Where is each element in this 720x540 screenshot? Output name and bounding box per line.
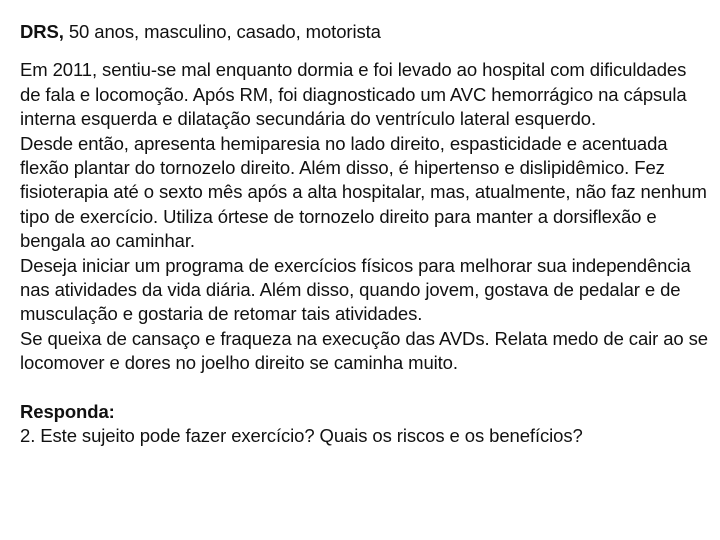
paragraph-complaints: Se queixa de cansaço e fraqueza na execução das AVDs. Relata medo de cair ao se locomover e dores no joelho direito se caminha muito.: [20, 327, 709, 374]
paragraph-condition: Desde então, apresenta hemiparesia no lado direito, espasticidade e acentuada flexão plantar do tornozelo direito. Além disso, é hipertenso e dislipidêmico. Fez fisioterapia até o sexto mês após a alta hospitalar, mas, atualmente, não faz nenhum tipo de exercício. Utiliza órtese de tornozelo direito para manter a dorsiflexão e bengala ao caminhar.: [20, 132, 707, 252]
paragraph-history: Em 2011, sentiu-se mal enquanto dormia e foi levado ao hospital com dificuldades de fala e locomoção. Após RM, foi diagnosticado um AVC hemorrágico na cápsula interna esquerda e dilatação secundária do ventrículo lateral esquerdo.: [20, 59, 687, 130]
patient-initials: DRS,: [20, 21, 64, 42]
question-text: 2. Este sujeito pode fazer exercício? Quais os riscos e os benefícios?: [20, 425, 583, 447]
case-header: [20, 20, 710, 44]
case-slide: [20, 20, 710, 449]
paragraph-goals: Deseja iniciar um programa de exercícios físicos para melhorar sua independência nas atividades da vida diária. Além disso, quando jovem, gostava de pedalar e de musculação e gostaria de retomar tais atividades.: [20, 254, 691, 325]
patient-info: 50 anos, masculino, casado, motorista: [63, 21, 381, 42]
case-description: [20, 58, 710, 375]
answer-title: Responda:: [20, 400, 115, 422]
